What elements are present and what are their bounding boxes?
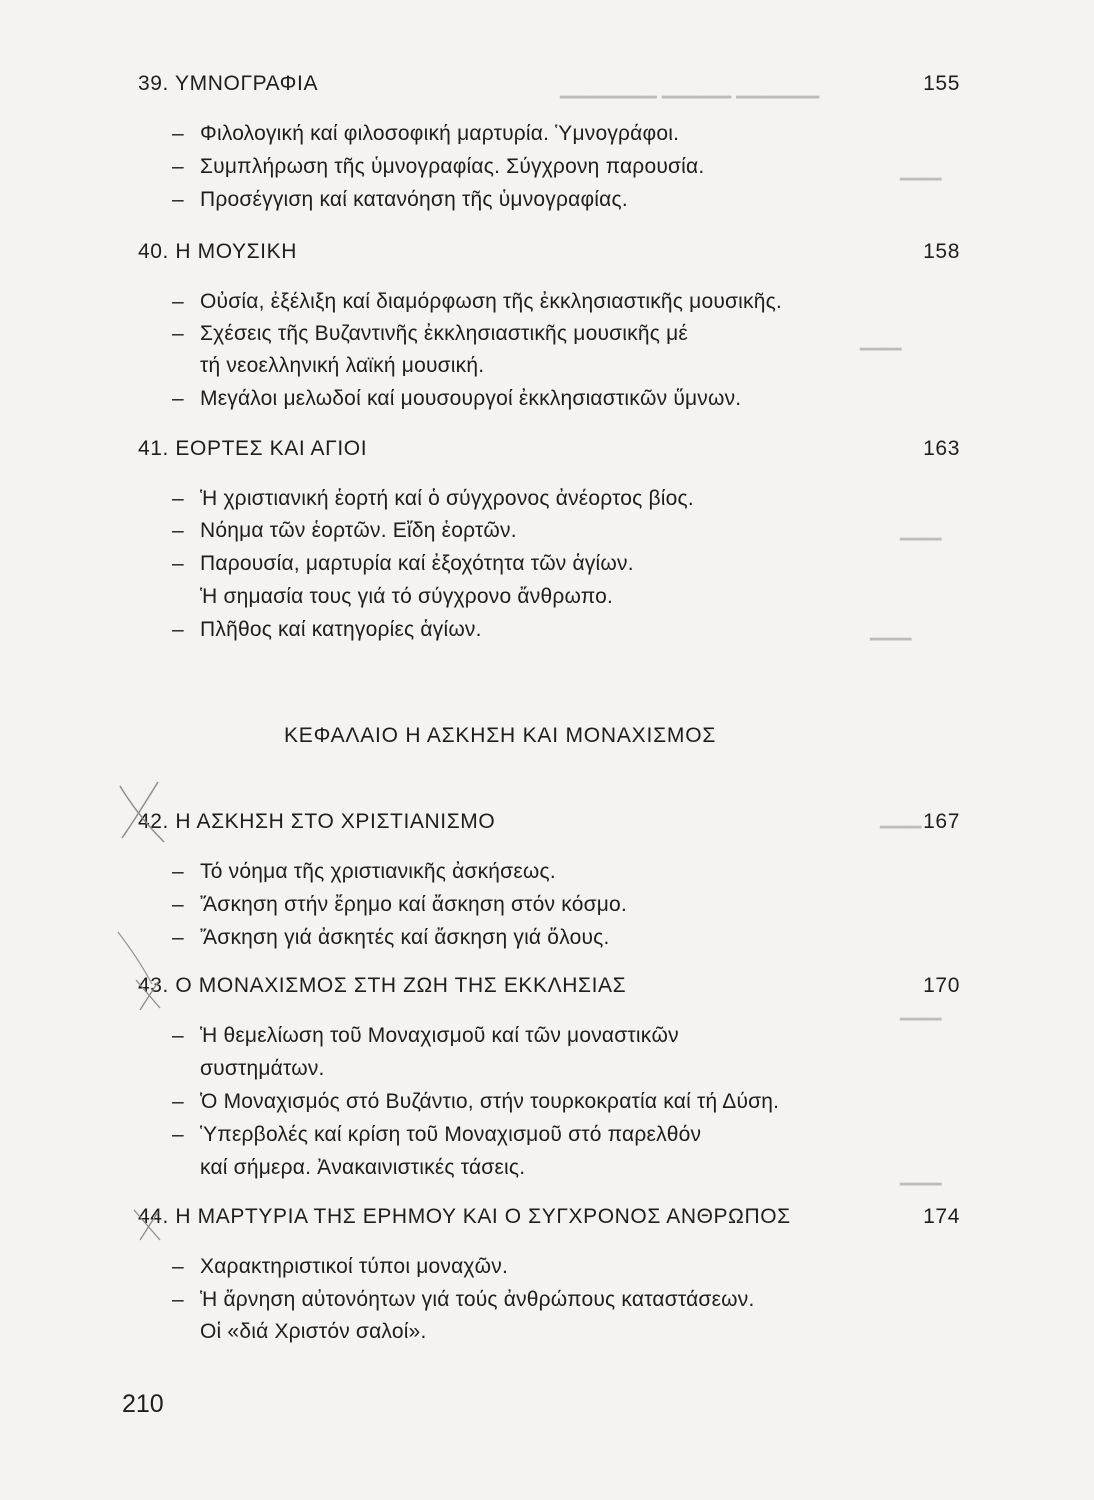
item-text: Ἡ ἄρνηση αὐτονόητων γιά τούς ἀνθρώπους καταστάσεων. [200,1288,755,1311]
item-text: Μεγάλοι μελωδοί καί μουσουργοί ἐκκλησιαστικῶν ὕμνων. [200,387,742,410]
dash: – [172,860,184,883]
item-text: Τό νόημα τῆς χριστιανικῆς ἀσκήσεως. [200,860,556,883]
section-heading [138,974,960,1004]
bleed-through: ▁▁▁ [880,808,922,828]
list-item [172,552,634,576]
item-text: Ἡ θεμελίωση τοῦ Μοναχισμοῦ καί τῶν μοναστικῶν [200,1024,679,1047]
dash: – [172,618,184,641]
dash: – [172,387,184,410]
item-text: Προσέγγιση καί κατανόηση τῆς ὑμνογραφίας. [200,188,628,211]
list-item [172,1123,701,1147]
list-item [172,387,741,411]
section-heading [138,240,960,270]
section-title: 39. ΥΜΝΟΓΡΑΦΙΑ [138,72,319,95]
item-text: τή νεοελληνική λαϊκή μουσική. [200,354,485,377]
list-item [172,487,694,511]
list-item-continuation [200,585,613,609]
list-item-continuation [200,1057,325,1081]
dash: – [172,893,184,916]
section-heading [138,72,960,102]
list-item [172,519,517,543]
bleed-through: ▁▁▁ [900,160,942,180]
pencil-x-mark-icon [128,1206,172,1246]
bleed-through: ▁▁▁ [900,1000,942,1020]
dash: – [172,926,184,949]
dash: – [172,1090,184,1113]
item-text: Χαρακτηριστικοί τύποι μοναχῶν. [200,1255,508,1278]
item-text: Σχέσεις τῆς Βυζαντινῆς ἐκκλησιαστικῆς μουσικῆς μέ [200,322,688,345]
pencil-x-mark-icon [130,976,170,1016]
item-text: Νόημα τῶν ἑορτῶν. Εἴδη ἑορτῶν. [200,519,517,542]
item-text: Πλῆθος καί κατηγορίες ἁγίων. [200,618,482,641]
list-item [172,1090,779,1114]
bleed-through: ▁▁▁▁▁▁▁ ▁▁▁▁▁ ▁▁▁▁▁▁ [560,78,820,98]
list-item [172,1024,679,1048]
dash: – [172,1288,184,1311]
section-title: 44. Η ΜΑΡΤΥΡΙΑ ΤΗΣ ΕΡΗΜΟΥ ΚΑΙ Ο ΣΥΓΧΡΟΝΟΣ ΑΝΘΡΩΠΟΣ [138,1205,791,1228]
list-item-continuation [200,1320,426,1344]
item-text: Ὑπερβολές καί κρίση τοῦ Μοναχισμοῦ στό παρελθόν [200,1123,702,1146]
section-page-number: 167 [923,810,960,833]
section-title: 43. Ο ΜΟΝΑΧΙΣΜΟΣ ΣΤΗ ΖΩΗ ΤΗΣ ΕΚΚΛΗΣΙΑΣ [138,974,627,997]
dash: – [172,1123,184,1146]
page-number: 210 [122,1390,164,1418]
dash: – [172,1255,184,1278]
section-title: 41. ΕΟΡΤΕΣ ΚΑΙ ΑΓΙΟΙ [138,437,368,460]
section-page-number: 174 [923,1205,960,1228]
list-item [172,1255,508,1279]
item-text: Παρουσία, μαρτυρία καί ἐξοχότητα τῶν ἁγίων. [200,552,634,575]
list-item [172,322,688,346]
item-text: Ἡ χριστιανική ἑορτή καί ὁ σύγχρονος ἀνέορτος βίος. [200,487,694,510]
item-text: Ἄσκηση γιά ἀσκητές καί ἄσκηση γιά ὅλους. [200,926,610,949]
section-page-number: 155 [923,72,960,95]
list-item [172,893,627,917]
list-item [172,860,556,884]
item-text: Οἱ «διά Χριστόν σαλοί». [200,1320,427,1343]
dash: – [172,1024,184,1047]
list-item [172,290,782,314]
bleed-through: ▁▁▁ [860,330,902,350]
dash: – [172,487,184,510]
item-text: Συμπλήρωση τῆς ὑμνογραφίας. Σύγχρονη παρουσία. [200,155,705,178]
list-item [172,1288,755,1312]
bleed-through: ▁▁▁ [870,620,912,640]
list-item [172,188,628,212]
section-heading [138,437,960,467]
chapter-heading: ΚΕΦΑΛΑΙΟ Η ΑΣΚΗΣΗ ΚΑΙ ΜΟΝΑΧΙΣΜΟΣ [284,724,717,747]
item-text: Οὐσία, ἐξέλιξη καί διαμόρφωση τῆς ἐκκλησιαστικῆς μουσικῆς. [200,290,782,313]
item-text: καί σήμερα. Ἀνακαινιστικές τάσεις. [200,1156,526,1179]
dash: – [172,188,184,211]
section-heading [138,1205,960,1235]
list-item [172,155,704,179]
item-text: Ἄσκηση στήν ἔρημο καί ἄσκηση στόν κόσμο. [200,893,627,916]
dash: – [172,122,184,145]
section-title: 42. Η ΑΣΚΗΣΗ ΣΤΟ ΧΡΙΣΤΙΑΝΙΣΜΟ [138,810,496,833]
list-item [172,926,610,950]
dash: – [172,322,184,345]
item-text: συστημάτων. [200,1057,325,1080]
item-text: Ὁ Μοναχισμός στό Βυζάντιο, στήν τουρκοκρατία καί τή Δύση. [200,1090,780,1113]
section-title: 40. Η ΜΟΥΣΙΚΗ [138,240,297,263]
item-text: Ἡ σημασία τους γιά τό σύγχρονο ἄνθρωπο. [200,585,614,608]
section-page-number: 158 [923,240,960,263]
dash: – [172,155,184,178]
section-page-number: 163 [923,437,960,460]
list-item-continuation [200,354,484,378]
list-item-continuation [200,1156,525,1180]
pencil-x-mark-icon [112,778,172,848]
dash: – [172,519,184,542]
item-text: Φιλολογική καί φιλοσοφική μαρτυρία. Ὑμνογράφοι. [200,122,680,145]
dash: – [172,552,184,575]
section-page-number: 170 [923,974,960,997]
bleed-through: ▁▁▁ [900,1165,942,1185]
bleed-through: ▁▁▁ [900,520,942,540]
dash: – [172,290,184,313]
list-item [172,122,679,146]
section-heading [138,810,960,840]
list-item [172,618,482,642]
